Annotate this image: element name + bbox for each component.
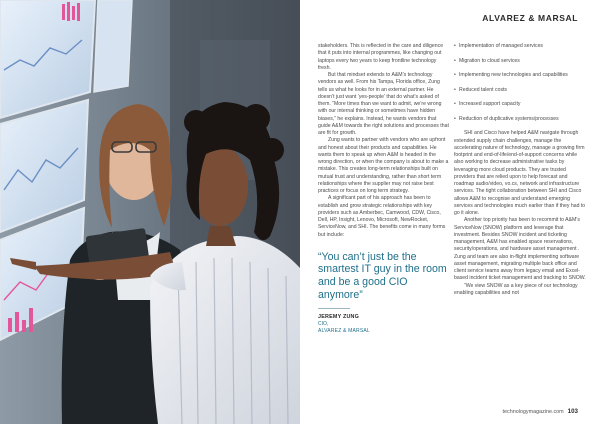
text-column-left <box>318 43 449 335</box>
quote-author-name: JEREMY ZUNG <box>318 314 360 321</box>
bullet-icon: • <box>454 115 456 122</box>
paragraph: Another top priority has been to recommit to A&M’s ServiceNow (SNOW) platform and leverage that investment. Besides SNOW incident and ticketing management, A&M has enabled space reservations, security/operations, and hardware asset management . Zung and team are also in-flight implementing software asset management, migrating multiple back office and client service teams away from legacy email and Excel-based incident ticket management and tracking to SNOW. <box>454 217 586 282</box>
list-item: • Implementation of managed services <box>454 43 544 49</box>
quote-divider <box>318 308 350 309</box>
site-url: technologymagazine.com <box>502 409 564 415</box>
bullet-icon: • <box>454 57 456 64</box>
article-page <box>300 0 600 424</box>
benefits-list <box>454 43 588 123</box>
paragraph: “We view SNOW as a key piece of our technology enabling capabilities and not <box>454 282 578 296</box>
pull-quote: “You can’t just be the smartest IT guy in the room and be a good CIO anymore” <box>318 250 447 301</box>
page-number: 103 <box>567 408 578 415</box>
bullet-icon: • <box>454 43 456 49</box>
paragraph: stakeholders. This is reflected in the care and diligence that it puts into internal programmes, like changing out laptops every two years to keep frontline technology fresh. <box>318 43 444 71</box>
paragraph: But that mindset extends to A&M’s technology vendors as well. From his Tampa, Florida office, Zung tells us what he looks for in an external partner. He doesn’t just want ‘yes-people’ that do what’s asked of them. “More times than we want to admit, we’re wrong with our internal thinking or sometimes have hidden biases,” he explains. Instead, he wants vendors that guide A&M towards the right solutions and processes that are fit for growth. <box>318 72 449 136</box>
quote-author-role: CIO, <box>318 321 329 328</box>
paragraph: A significant part of his approach has been to establish and grow strategic relationships with key providers such as Amberbec, Camwood, CDW, Cisco, Dell, HP, Insight, Lenovo, Microsoft, NewRocket, ServiceNow, and SHI. The benefits come in many forms but include: <box>318 195 446 238</box>
list-item: • Reduced talent costs <box>454 86 508 93</box>
quote-author-org: ALVAREZ & MARSAL <box>318 328 370 335</box>
text-column-right <box>454 43 588 297</box>
paragraph: SHI and Cisco have helped A&M navigate through extended supply chain challenges, manage the accelerating nature of technology, manage a growing firm footprint and end-of-life/end-of-support concerns while also working to decrease administrative tasks by leveraging more cloud products. They are trusted providers that are relied upon to help forecast and roadmap audio/video, vo.cs, network and infrastructure services. The tight collaboration between SHI and Cisco allows A&M to recognise and understand emerging services and technologies much earlier than if they had to go it alone. <box>454 130 586 217</box>
bullet-icon: • <box>454 86 456 93</box>
list-item: • Implementing new technologies and capabilities <box>454 72 568 79</box>
list-item: • Migration to cloud services <box>454 57 520 64</box>
bullet-icon: • <box>454 101 456 108</box>
paragraph: Zung wants to partner with vendors who are upfront and honest about their products and capabilities. He wants them to speak up when A&M is headed in the wrong direction, or when the company is about to make a mistake. This creates long-term relationships built on mutual trust and understanding, rather than short term relationships where the supplier may not raise best practices or focus on long term strategy. <box>318 137 449 194</box>
list-item: • Reduction of duplicative systems/processes <box>454 115 559 122</box>
page-footer <box>503 408 578 415</box>
brand-header: ALVAREZ & MARSAL <box>482 13 578 23</box>
list-item: • Increased support capacity <box>454 101 521 108</box>
bullet-icon: • <box>454 72 456 79</box>
